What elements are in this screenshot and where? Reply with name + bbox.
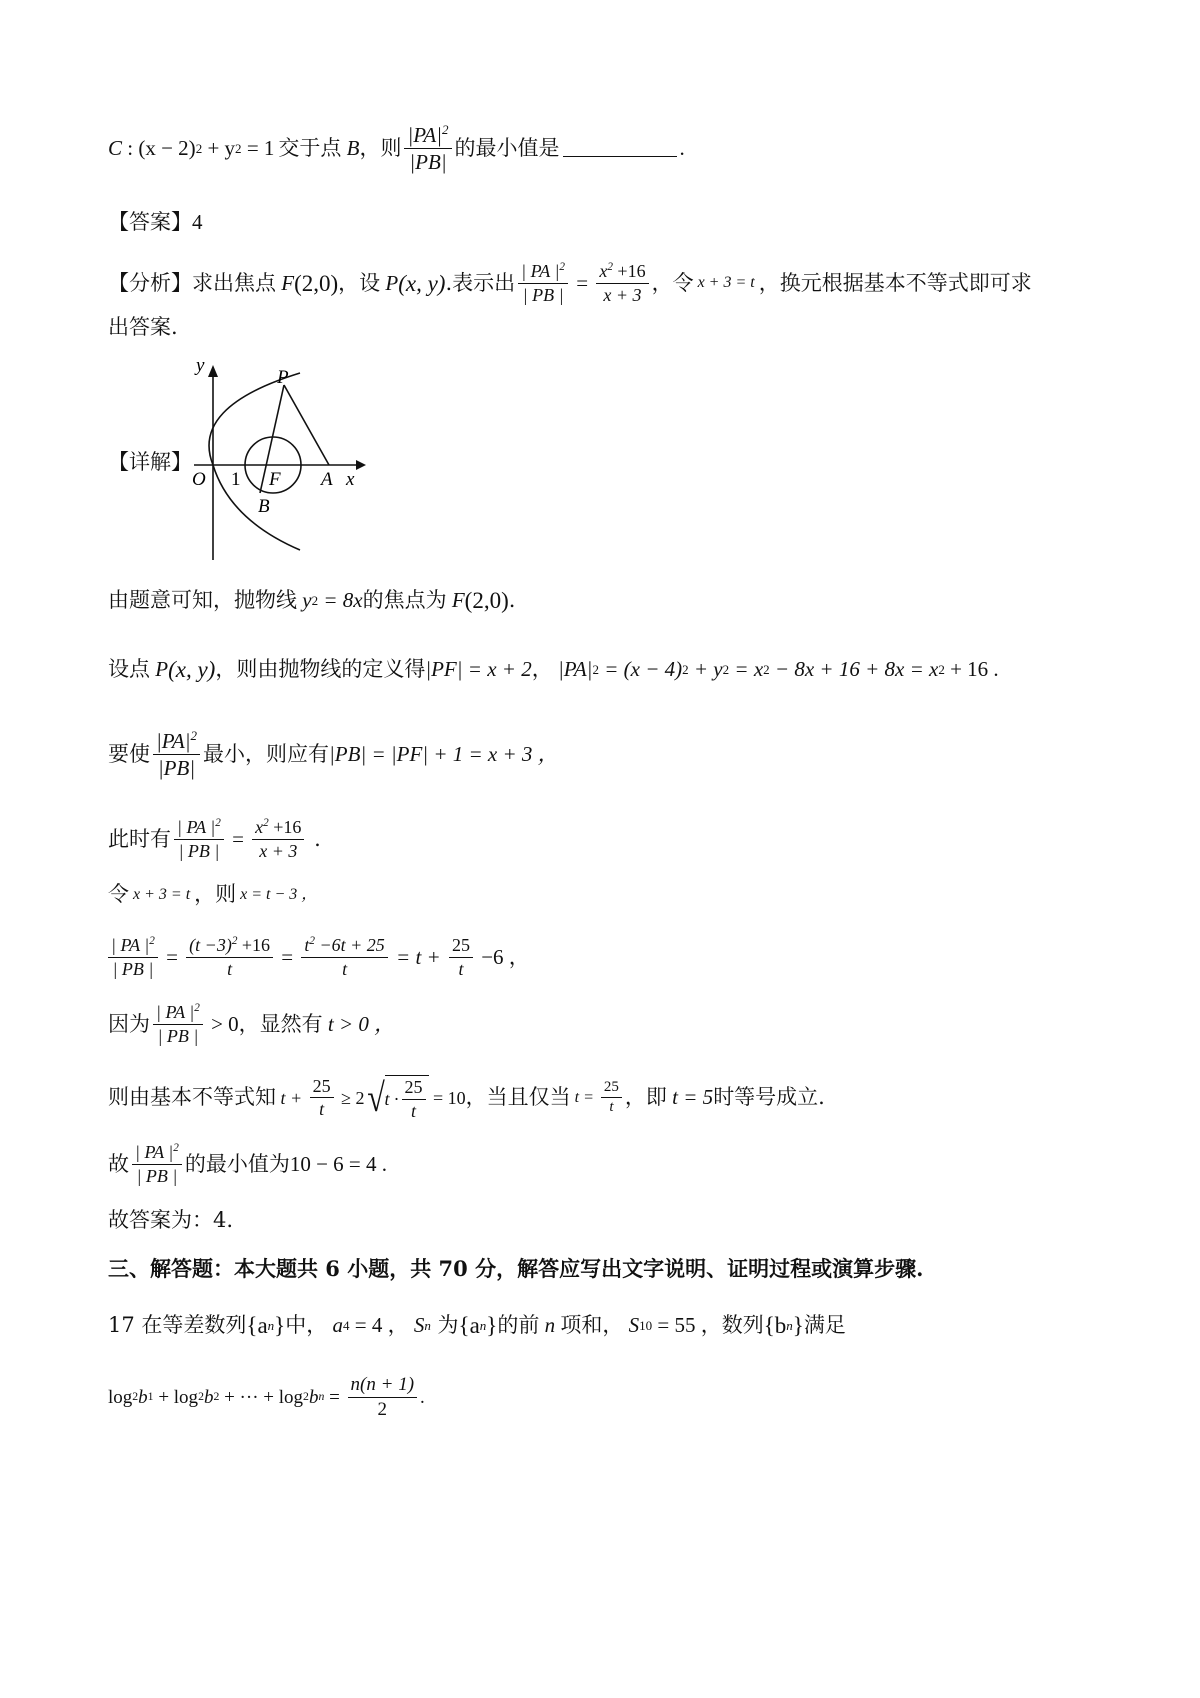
y-axis-arrow <box>208 365 218 377</box>
question-17-formula: log 2 b 1 + log 2 b 2 + ··· + log 2 b n = $\frac{n(n + 1)}{2}$ . <box>108 1374 425 1420</box>
answer-line: 【答案】 4 <box>108 210 203 234</box>
solution-line-4: 此时有 $\frac{| PA |^2}{| PB |}$ = $\frac{x^2 +16}{x + 3}$ . <box>108 817 321 861</box>
answer-value: 4 <box>192 210 203 234</box>
section-heading: 三、解答题：本大题共 6 小题，共 70 分，解答应写出文字说明、证明过程或演算步骤. <box>108 1256 924 1281</box>
x-axis-arrow <box>356 460 366 470</box>
analysis-line-2: 出答案. <box>108 315 178 339</box>
solution-line-7: 因为 $\frac{| PA |^2}{| PB |}$ > 0 ，显然有 t > 0 ， <box>108 1002 396 1046</box>
label-o: O <box>192 469 206 490</box>
solution-line-1: 由题意可知，抛物线 y 2 = 8x 的焦点为 F (2,0) . <box>108 588 516 613</box>
question-line: C : (x − 2) 2 + y 2 = 1 交于点 B ，则 $\frac{|PA|^2}{|PB|}$ 的最小值是 . <box>108 122 685 175</box>
label-p: P <box>277 367 289 388</box>
detail-tag: 【详解】 <box>108 450 192 474</box>
question-17: 17 在等差数列 {a n } 中， a 4 = 4 ， S n 为 {a n } 的前 n 项和， S 10 = 55 ， 数列 {b n } 满足 <box>108 1313 846 1338</box>
solution-line-2: 设点 P (x, y) ，则由抛物线的定义得 |PF| = x + 2 ， |PA| 2 = (x − 4) 2 + y 2 = x 2 − 8x + 16 + 8x = x 2 + 16 . <box>108 657 999 682</box>
final-answer-line: 故答案为：4. <box>108 1208 234 1232</box>
answer-blank <box>563 156 677 157</box>
solution-line-6: $\frac{| PA |^2}{| PB |}$ = $\frac{(t -3)^2 +16}{t}$ = $\frac{t^2 -6t + 25}{t}$ = t + $\frac{25}{t}$ −6 ， <box>108 936 530 979</box>
label-a: A <box>321 469 333 490</box>
ratio-fraction: $\frac{|PA|^2}{|PB|}$ <box>404 124 451 173</box>
label-b: B <box>258 496 270 517</box>
circle-label: C <box>108 136 123 161</box>
label-f: F <box>269 469 281 490</box>
parabola-curve <box>209 373 300 550</box>
label-one: 1 <box>231 469 241 490</box>
square-root: √ t · $\frac{25}{t}$ <box>365 1075 429 1121</box>
solution-line-3: 要使 $\frac{|PA|^2}{|PB|}$ 最小，则应有 |PB| = |PF| + 1 = x + 3 ， <box>108 728 559 781</box>
solution-line-5: 令 x + 3 = t ，则 x = t − 3 ， <box>108 882 318 906</box>
label-y: y <box>196 355 205 376</box>
label-x: x <box>346 469 355 490</box>
analysis-line: 【分析】 求出焦点 F (2,0) ，设 P (x, y) .表示出 $\frac{| PA |^2}{| PB |}$ = $\frac{x^2 +16}{x + 3}$ ，令 x + 3 = t ，换元根据基本不等式即可求 <box>108 261 1032 305</box>
solution-line-8: 则由基本不等式知 t + $\frac{25}{t}$ ≥ 2 √ t · $\frac{25}{t}$ = 10 ，当且仅当 t = $\frac{25}{t}$ ，即 t = 5 时等号成立. <box>108 1074 825 1121</box>
parabola-figure <box>190 355 370 565</box>
segment-pa <box>284 385 329 465</box>
solution-line-9: 故 $\frac{| PA |^2}{| PB |}$ 的最小值为 10 − 6 = 4 . <box>108 1142 388 1186</box>
